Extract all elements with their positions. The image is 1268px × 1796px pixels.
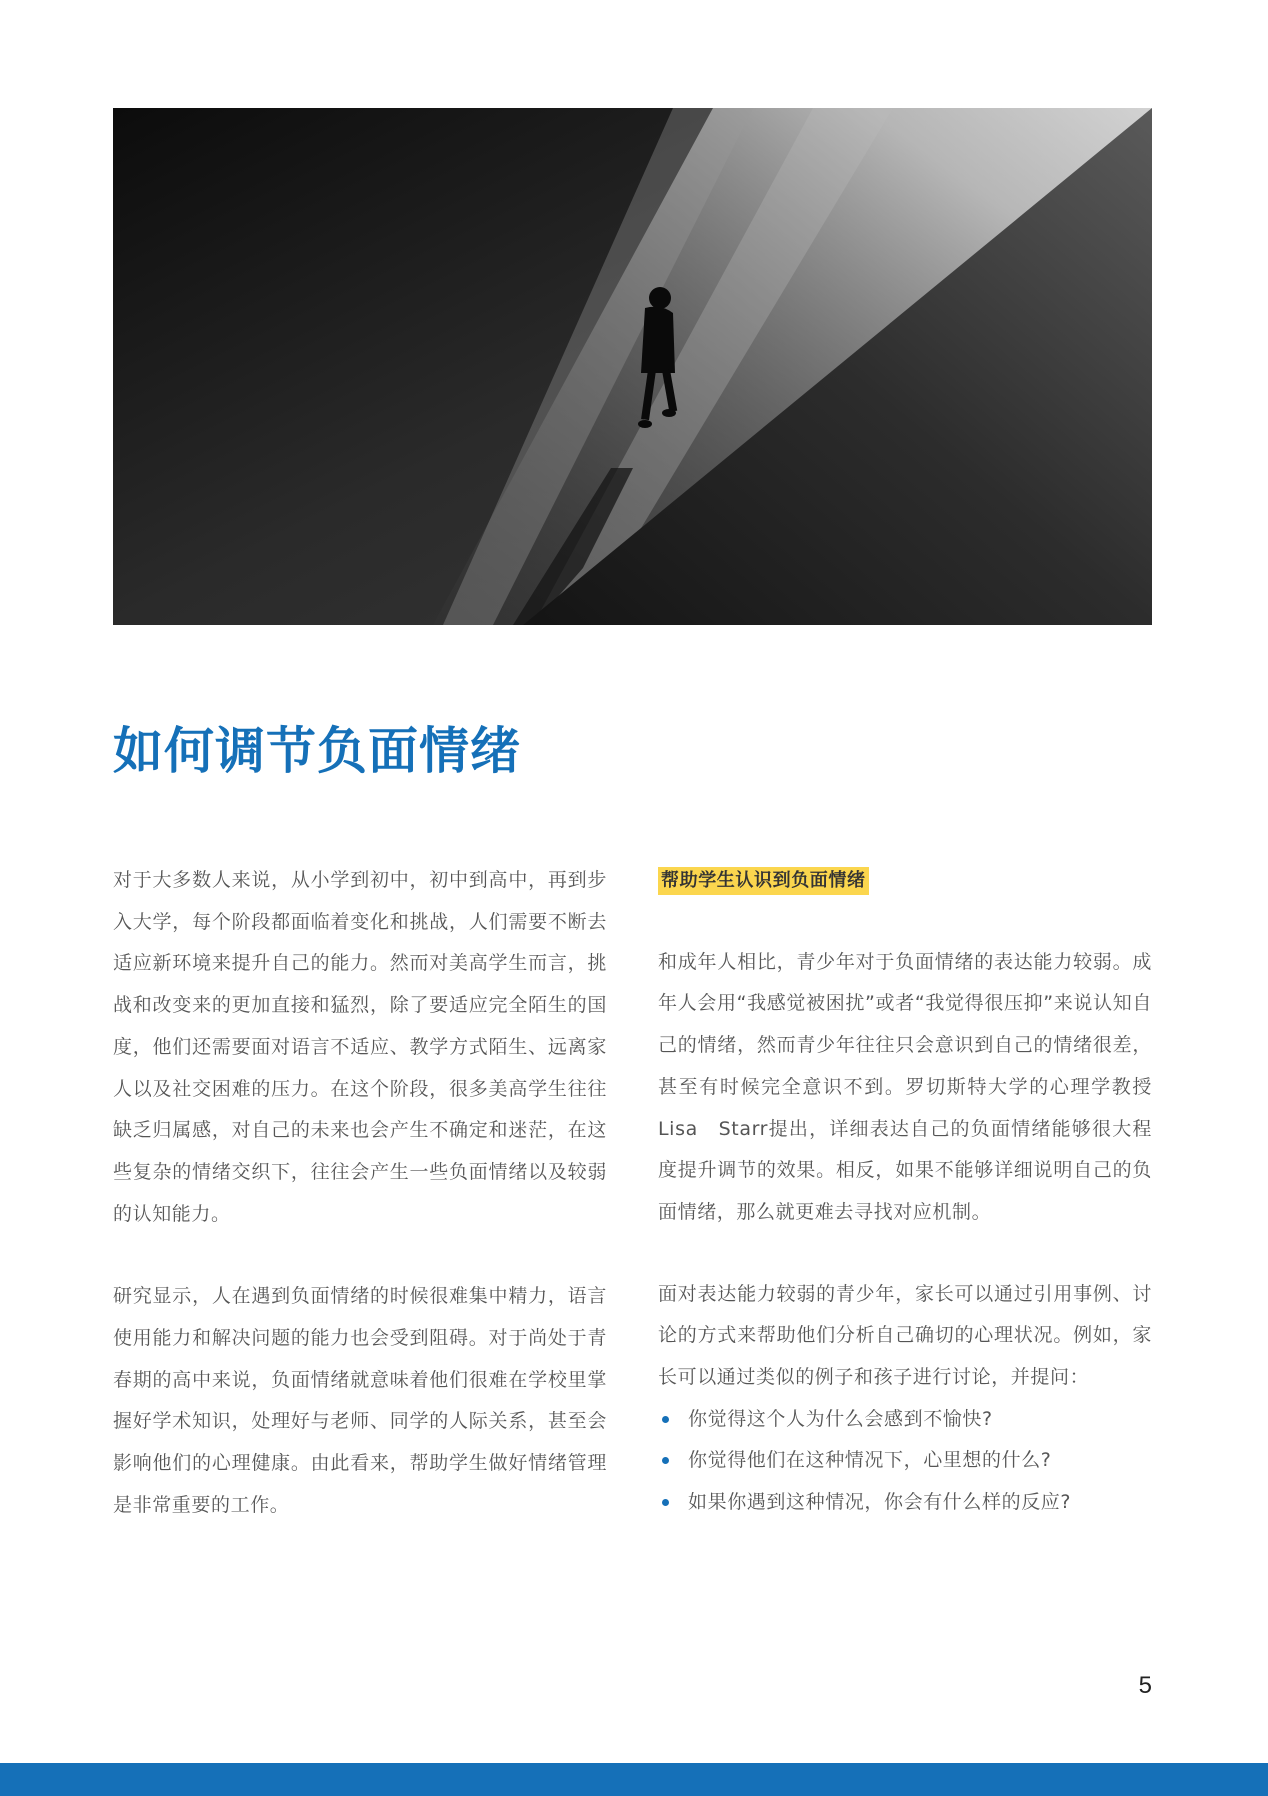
highlighted-subheading: 帮助学生认识到负面情绪 [658,867,869,895]
bullet-dot-icon [662,1416,669,1423]
page-number: 5 [1138,1672,1152,1699]
list-item-text: 你觉得他们在这种情况下，心里想的什么? [688,1449,1052,1472]
list-item [658,1399,1152,1441]
bullet-dot-icon [662,1457,669,1464]
walking-person-photo-icon [113,108,1152,625]
list-item-text: 你觉得这个人为什么会感到不愉快? [688,1407,993,1430]
list-item-text: 如果你遇到这种情况，你会有什么样的反应? [688,1491,1072,1514]
list-item [658,1440,1152,1482]
paragraph: 研究显示，人在遇到负面情绪的时候很难集中精力，语言使用能力和解决问题的能力也会受到阻碍。对于尚处于青春期的高中来说，负面情绪就意味着他们很难在学校里掌握好学术知识，处理好与老师、同学的人际关系，甚至会影响他们的心理健康。由此看来，帮助学生做好情绪管理是非常重要的工作。 [113,1285,607,1516]
paragraph: 和成年人相比，青少年对于负面情绪的表达能力较弱。成年人会用“我感觉被困扰”或者“我觉得很压抑”来说认知自己的情绪，然而青少年往往只会意识到自己的情绪很差，甚至有时候完全意识不到。罗切斯特大学的心理学教授Lisa Starr提出，详细表达自己的负面情绪能够很大程度提升调节的效果。相反，如果不能够详细说明自己的负面情绪，那么就更难去寻找对应机制。 [658,950,1152,1223]
page-title: 如何调节负面情绪 [113,722,521,780]
question-list [658,1399,1152,1524]
list-item [658,1482,1152,1524]
footer-bar [0,1763,1268,1796]
hero-photo [113,108,1152,625]
paragraph: 对于大多数人来说，从小学到初中，初中到高中，再到步入大学，每个阶段都面临着变化和挑战，人们需要不断去适应新环境来提升自己的能力。然而对美高学生而言，挑战和改变来的更加直接和猛烈，除了要适应完全陌生的国度，他们还需要面对语言不适应、教学方式陌生、远离家人以及社交困难的压力。在这个阶段，很多美高学生往往缺乏归属感，对自己的未来也会产生不确定和迷茫，在这些复杂的情绪交织下，往往会产生一些负面情绪以及较弱的认知能力。 [113,869,607,1225]
right-column [658,860,1152,1524]
paragraph: 面对表达能力较弱的青少年，家长可以通过引用事例、讨论的方式来帮助他们分析自己确切的心理状况。例如，家长可以通过类似的例子和孩子进行讨论，并提问： [658,1282,1152,1389]
left-column [113,860,607,1527]
bullet-dot-icon [662,1499,669,1506]
